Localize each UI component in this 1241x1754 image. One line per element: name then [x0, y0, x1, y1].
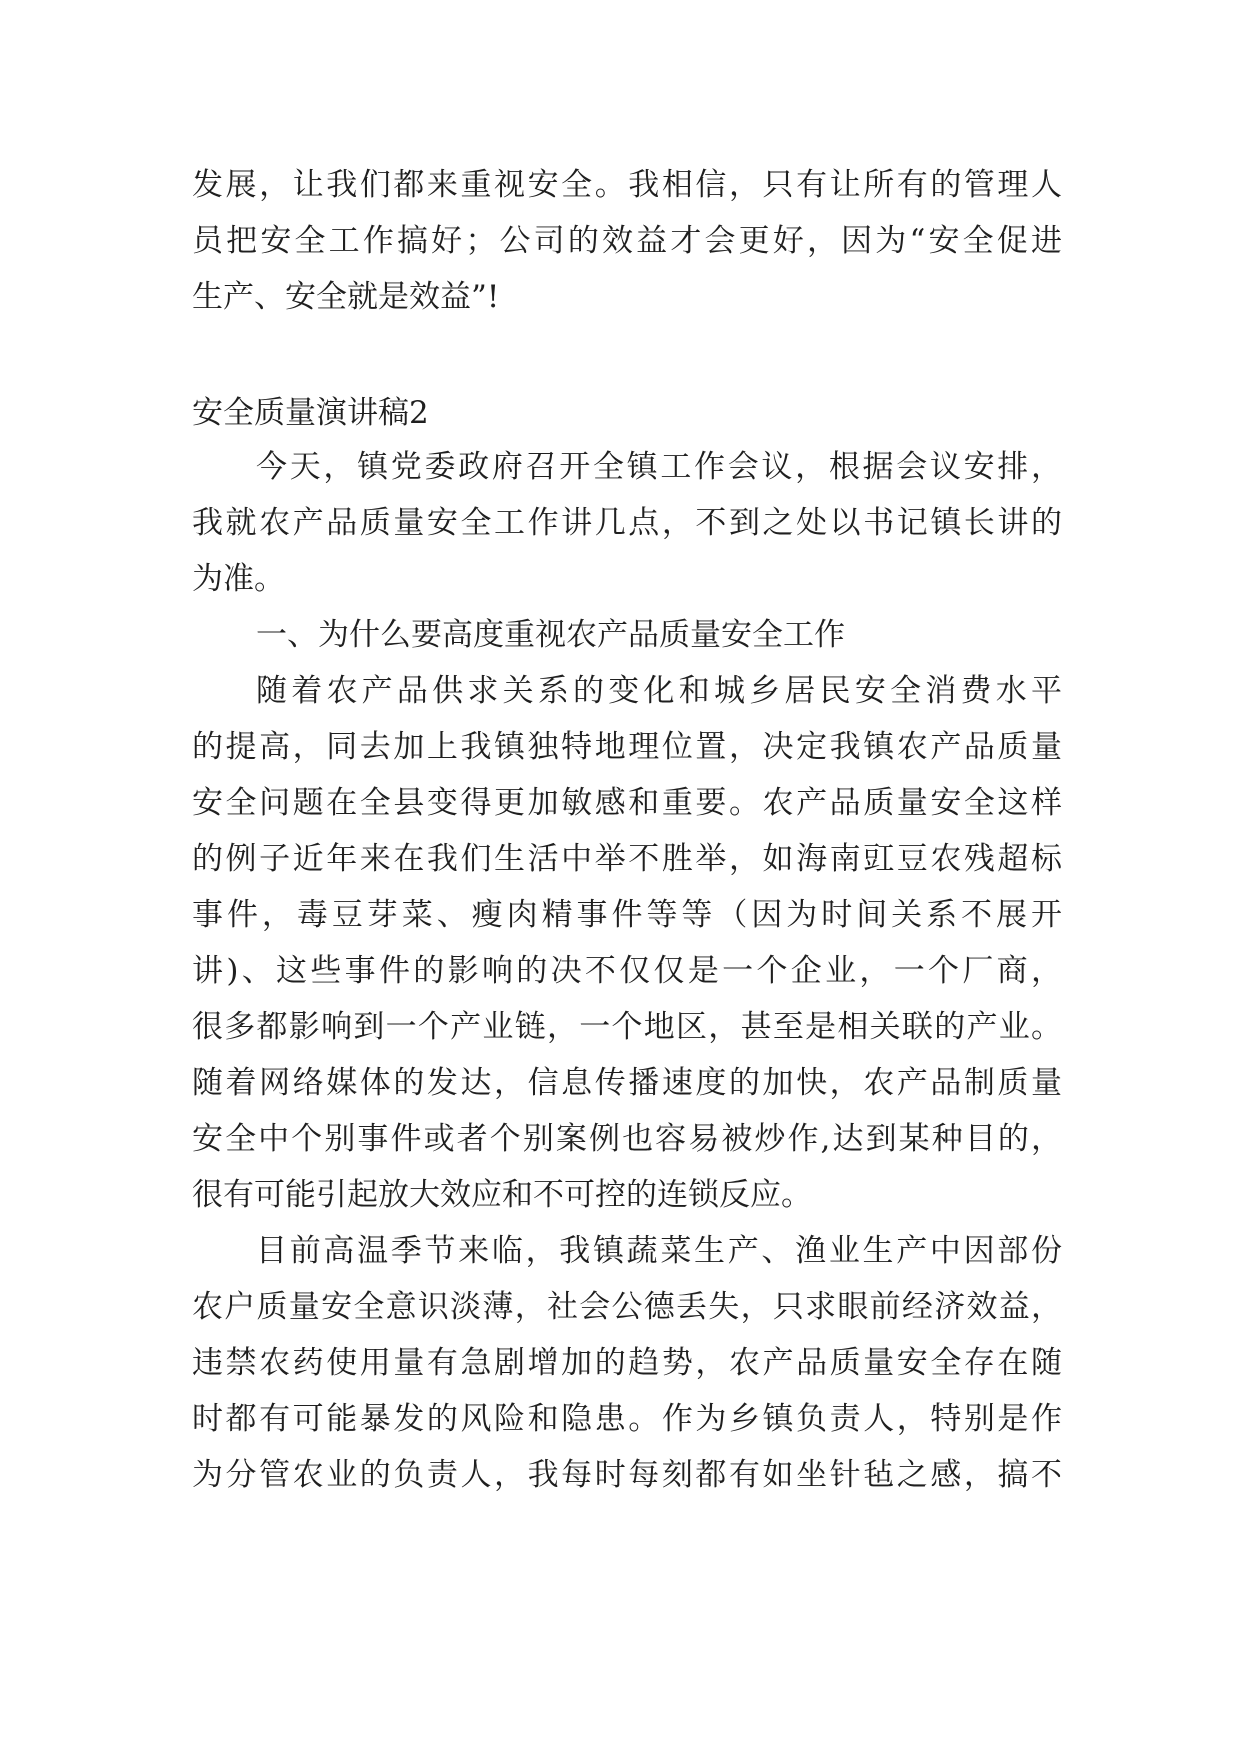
- para3-line-4: 时都有可能暴发的风险和隐患。作为乡镇负责人，特别是作: [192, 1401, 1062, 1437]
- para2-line-3: 安全问题在全县变得更加敏感和重要。农产品质量安全这样: [192, 785, 1062, 821]
- para2-line-4: 的例子近年来在我们生活中举不胜举，如海南豇豆农残超标: [192, 841, 1062, 877]
- subheading: 一、为什么要高度重视农产品质量安全工作: [256, 617, 845, 653]
- para2-line-9: 安全中个别事件或者个别案例也容易被炒作,达到某种目的，: [192, 1121, 1062, 1157]
- continuation-line-2: 员把安全工作搞好；公司的效益才会更好，因为“安全促进: [192, 223, 1062, 259]
- continuation-line-3: 生产、安全就是效益”!: [192, 279, 500, 315]
- para2-line-7: 很多都影响到一个产业链，一个地区，甚至是相关联的产业。: [192, 1009, 1062, 1045]
- para2-line-8: 随着网络媒体的发达，信息传播速度的加快，农产品制质量: [192, 1065, 1062, 1101]
- para2-line-1: 随着农产品供求关系的变化和城乡居民安全消费水平: [256, 673, 1062, 709]
- para3-line-5: 为分管农业的负责人，我每时每刻都有如坐针毡之感，搞不: [192, 1457, 1062, 1493]
- para3-line-3: 违禁农药使用量有急剧增加的趋势，农产品质量安全存在随: [192, 1345, 1062, 1381]
- para2-line-10: 很有可能引起放大效应和不可控的连锁反应。: [192, 1177, 812, 1213]
- para1-line-1: 今天，镇党委政府召开全镇工作会议，根据会议安排，: [256, 449, 1062, 485]
- para2-line-2: 的提高，同去加上我镇独特地理位置，决定我镇农产品质量: [192, 729, 1062, 765]
- continuation-line-1: 发展，让我们都来重视安全。我相信，只有让所有的管理人: [192, 167, 1062, 203]
- section-title: 安全质量演讲稿2: [192, 395, 429, 431]
- para3-line-1: 目前高温季节来临，我镇蔬菜生产、渔业生产中因部份: [256, 1233, 1062, 1269]
- para1-line-3: 为准。: [192, 561, 285, 597]
- para2-line-6: 讲)、这些事件的影响的决不仅仅是一个企业，一个厂商，: [192, 953, 1062, 989]
- para2-line-5: 事件，毒豆芽菜、瘦肉精事件等等（因为时间关系不展开: [192, 897, 1062, 933]
- para1-line-2: 我就农产品质量安全工作讲几点，不到之处以书记镇长讲的: [192, 505, 1062, 541]
- para3-line-2: 农户质量安全意识淡薄，社会公德丢失，只求眼前经济效益，: [192, 1289, 1062, 1325]
